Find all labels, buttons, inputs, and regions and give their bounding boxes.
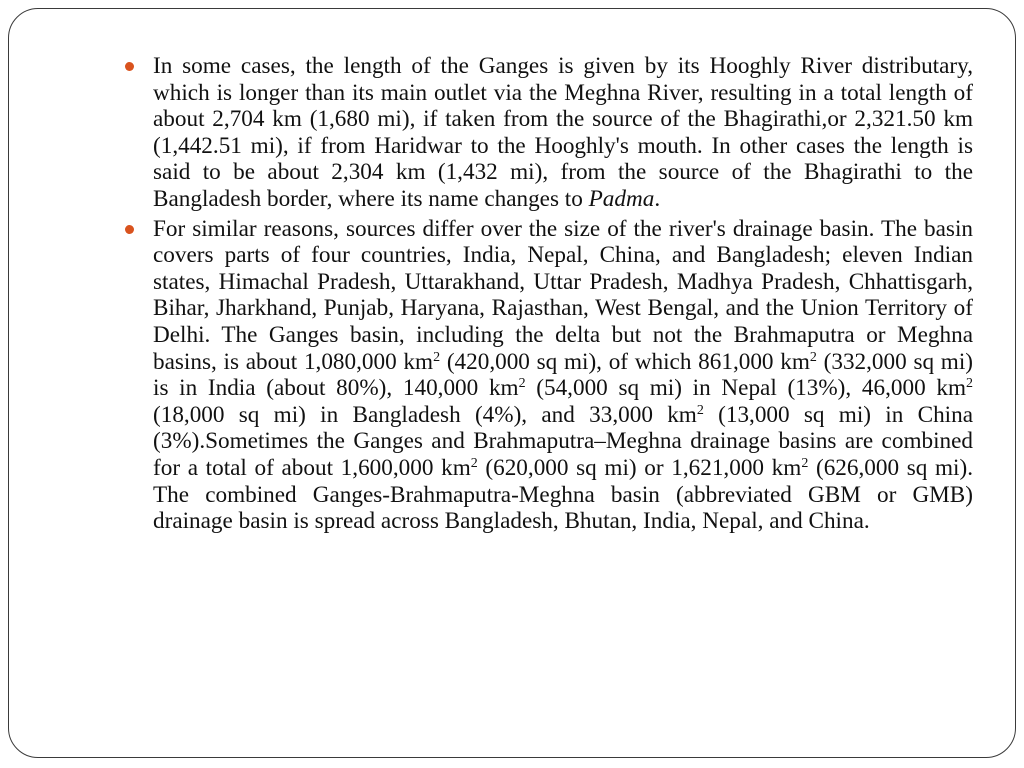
- superscript: 2: [801, 455, 809, 471]
- bullet-text-segment: (13,000 sq mi) in China (3%).Sometimes the Ganges and Brahmaputra–Meghna drainage basins are combined for a total of about 1,600,000 km: [153, 401, 974, 481]
- superscript: 2: [470, 455, 478, 471]
- superscript: 2: [433, 349, 441, 365]
- bullet-text-segment: (626,000 sq mi). The combined Ganges-Brahmaputra-Meghna basin (abbreviated GBM or GMB) drainage basin is spread across Bangladesh, Bhutan, India, Nepal, and China.: [153, 454, 973, 535]
- bullet-item-ganges-length: [119, 53, 973, 213]
- bullet-text-segment: For similar reasons, sources differ over the size of the river's drainage basin. The basin covers parts of four countries, India, Nepal, China, and Bangladesh; eleven Indian states, Himachal Pradesh, Uttarakhand, Uttar Pradesh, Madhya Pradesh, Chhattisgarh, Bihar, Jharkhand, Punjab, Haryana, Rajasthan, West Bengal, and the Union Territory of Delhi. The Ganges basin, including the delta but not the Brahmaputra or Meghna basins, is about 1,080,000 km: [153, 215, 973, 375]
- bullet-dot-icon: [125, 62, 134, 71]
- bullet-dot-icon: [125, 225, 134, 234]
- superscript: 2: [809, 349, 817, 365]
- superscript: 2: [696, 402, 704, 418]
- bullet-text-segment: (620,000 sq mi) or 1,621,000 km: [477, 454, 802, 481]
- bullet-item-drainage-basin: [119, 216, 973, 535]
- bullet-list: [119, 53, 973, 538]
- bullet-text: In some cases, the length of the Ganges is given by its Hooghly River distributary, which is longer than its main outlet via the Meghna River, resulting in a total length of about 2,704 km (1,680 mi), if taken from the source of the Bhagirathi,or 2,321.50 km (1,442.51 mi), if from Haridwar to the Hooghly's mouth. In other cases the length is said to be about 2,304 km (1,432 mi), from the source of the Bhagirathi to the Bangladesh border, where its name changes to: [153, 53, 973, 212]
- superscript: 2: [966, 376, 973, 392]
- superscript: 2: [518, 376, 526, 392]
- slide-frame: [8, 8, 1016, 758]
- bullet-text-segment: (18,000 sq mi) in Bangladesh (4%), and 33,000 km: [153, 401, 697, 428]
- bullet-text-segment: (420,000 sq mi), of which 861,000 km: [440, 348, 810, 375]
- padma-italic: Padma: [588, 185, 655, 212]
- bullet-text-end: .: [654, 185, 661, 212]
- bullet-text-segment: (54,000 sq mi) in Nepal (13%), 46,000 km: [525, 375, 966, 402]
- bullet-text-segment: (332,000 sq mi) is in India (about 80%), 140,000 km: [153, 348, 973, 402]
